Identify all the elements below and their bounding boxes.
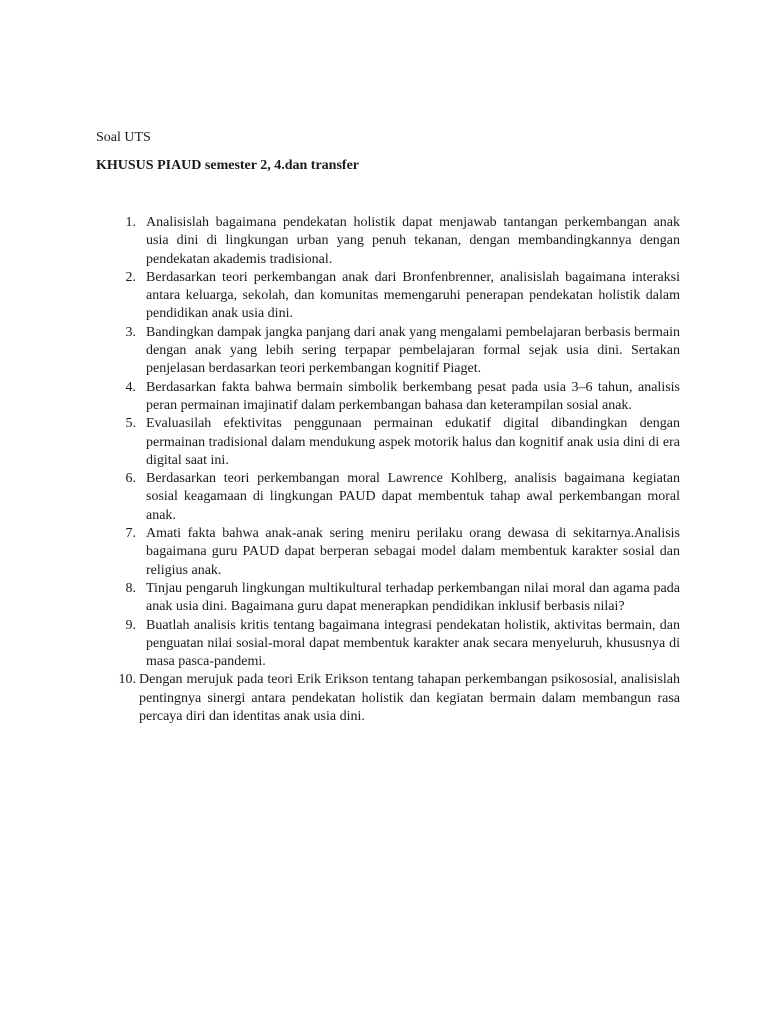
question-text: Berdasarkan fakta bahwa bermain simbolik berkembang pesat pada usia 3–6 tahun, analisis peran permainan imajinatif dalam perkembangan bahasa dan keterampilan sosial anak. [146, 379, 680, 413]
question-spacer [136, 415, 146, 470]
question-spacer [136, 379, 146, 416]
question-item [96, 415, 680, 470]
question-spacer [136, 580, 146, 617]
question-item [96, 379, 680, 416]
question-text: Tinjau pengaruh lingkungan multikultural terhadap perkembangan nilai moral dan agama pada anak usia dini. Bagaimana guru dapat menerapkan pendidikan inklusif berbasis nilai? [146, 580, 680, 615]
question-item [96, 214, 680, 269]
question-number: 1. [125, 215, 136, 230]
question-spacer [136, 269, 146, 324]
question-text: Berdasarkan teori perkembangan moral Lawrence Kohlberg, analisis bagaimana kegiatan sosial keagamaan di lingkungan PAUD dapat membentuk tahap awal perkembangan moral anak. [146, 471, 680, 523]
question-item [96, 617, 680, 672]
question-number: 9. [125, 617, 136, 633]
question-spacer [136, 214, 146, 269]
question-text: Buatlah analisis kritis tentang bagaimana integrasi pendekatan holistik, aktivitas bermain, dan penguatan nilai sosial-moral dapat membentuk karakter anak secara menyeluruh, khususnya di masa pasca-pandemi. [146, 617, 680, 670]
question-text: Analisislah bagaimana pendekatan holistik dapat menjawab tantangan perkembangan anak usia dini di lingkungan urban yang penuh tekanan, dengan membandingkannya dengan pendekatan akademis tradisional. [146, 215, 680, 267]
question-text: Amati fakta bahwa anak-anak sering meniru perilaku orang dewasa di sekitarnya.Analisis bagaimana guru PAUD dapat berperan sebagai model dalam membentuk karakter sosial dan religius anak. [146, 526, 680, 578]
question-number: 5. [125, 416, 136, 432]
question-item [96, 580, 680, 617]
question-number: 7. [125, 526, 136, 542]
question-number: 6. [125, 471, 136, 487]
question-number: 2. [125, 269, 136, 285]
question-item [96, 324, 680, 379]
question-text: Evaluasilah efektivitas penggunaan permainan edukatif digital dibandingkan dengan permainan tradisional dalam mendukung aspek motorik halus dan kognitif anak usia dini di era digital saat ini. [146, 416, 680, 468]
question-item [96, 470, 680, 525]
question-item [96, 671, 680, 726]
question-text: Dengan merujuk pada teori Erik Erikson tentang tahapan perkembangan psikososial, analisislah pentingnya sinergi antara pendekatan holistik dan kegiatan bermain dalam membangun rasa percaya diri dan identitas anak usia dini. [139, 672, 680, 725]
question-item [96, 525, 680, 580]
question-list [96, 214, 680, 726]
question-text: Bandingkan dampak jangka panjang dari anak yang mengalami pembelajaran berbasis bermain dengan anak yang lebih sering terpapar pembelajaran formal sejak usia dini. Sertakan penjelasan berdasarkan teori perkembangan kognitif Piaget. [146, 324, 680, 377]
question-number: 4. [125, 379, 136, 395]
question-spacer [136, 525, 146, 580]
question-text: Berdasarkan teori perkembangan anak dari Bronfenbrenner, analisislah bagaimana interaksi antara keluarga, sekolah, dan komunitas memengaruhi penerapan pendekatan holistik dalam pendidikan anak usia dini. [146, 269, 680, 322]
question-spacer [136, 617, 146, 672]
question-number: 8. [125, 580, 136, 596]
question-spacer [136, 324, 146, 379]
question-item [96, 269, 680, 324]
question-number: 3. [125, 324, 136, 340]
question-spacer [136, 470, 146, 525]
question-number: 10. [118, 672, 136, 688]
document-label: Soal UTS [96, 130, 151, 145]
document-title: KHUSUS PIAUD semester 2, 4.dan transfer [96, 158, 359, 173]
